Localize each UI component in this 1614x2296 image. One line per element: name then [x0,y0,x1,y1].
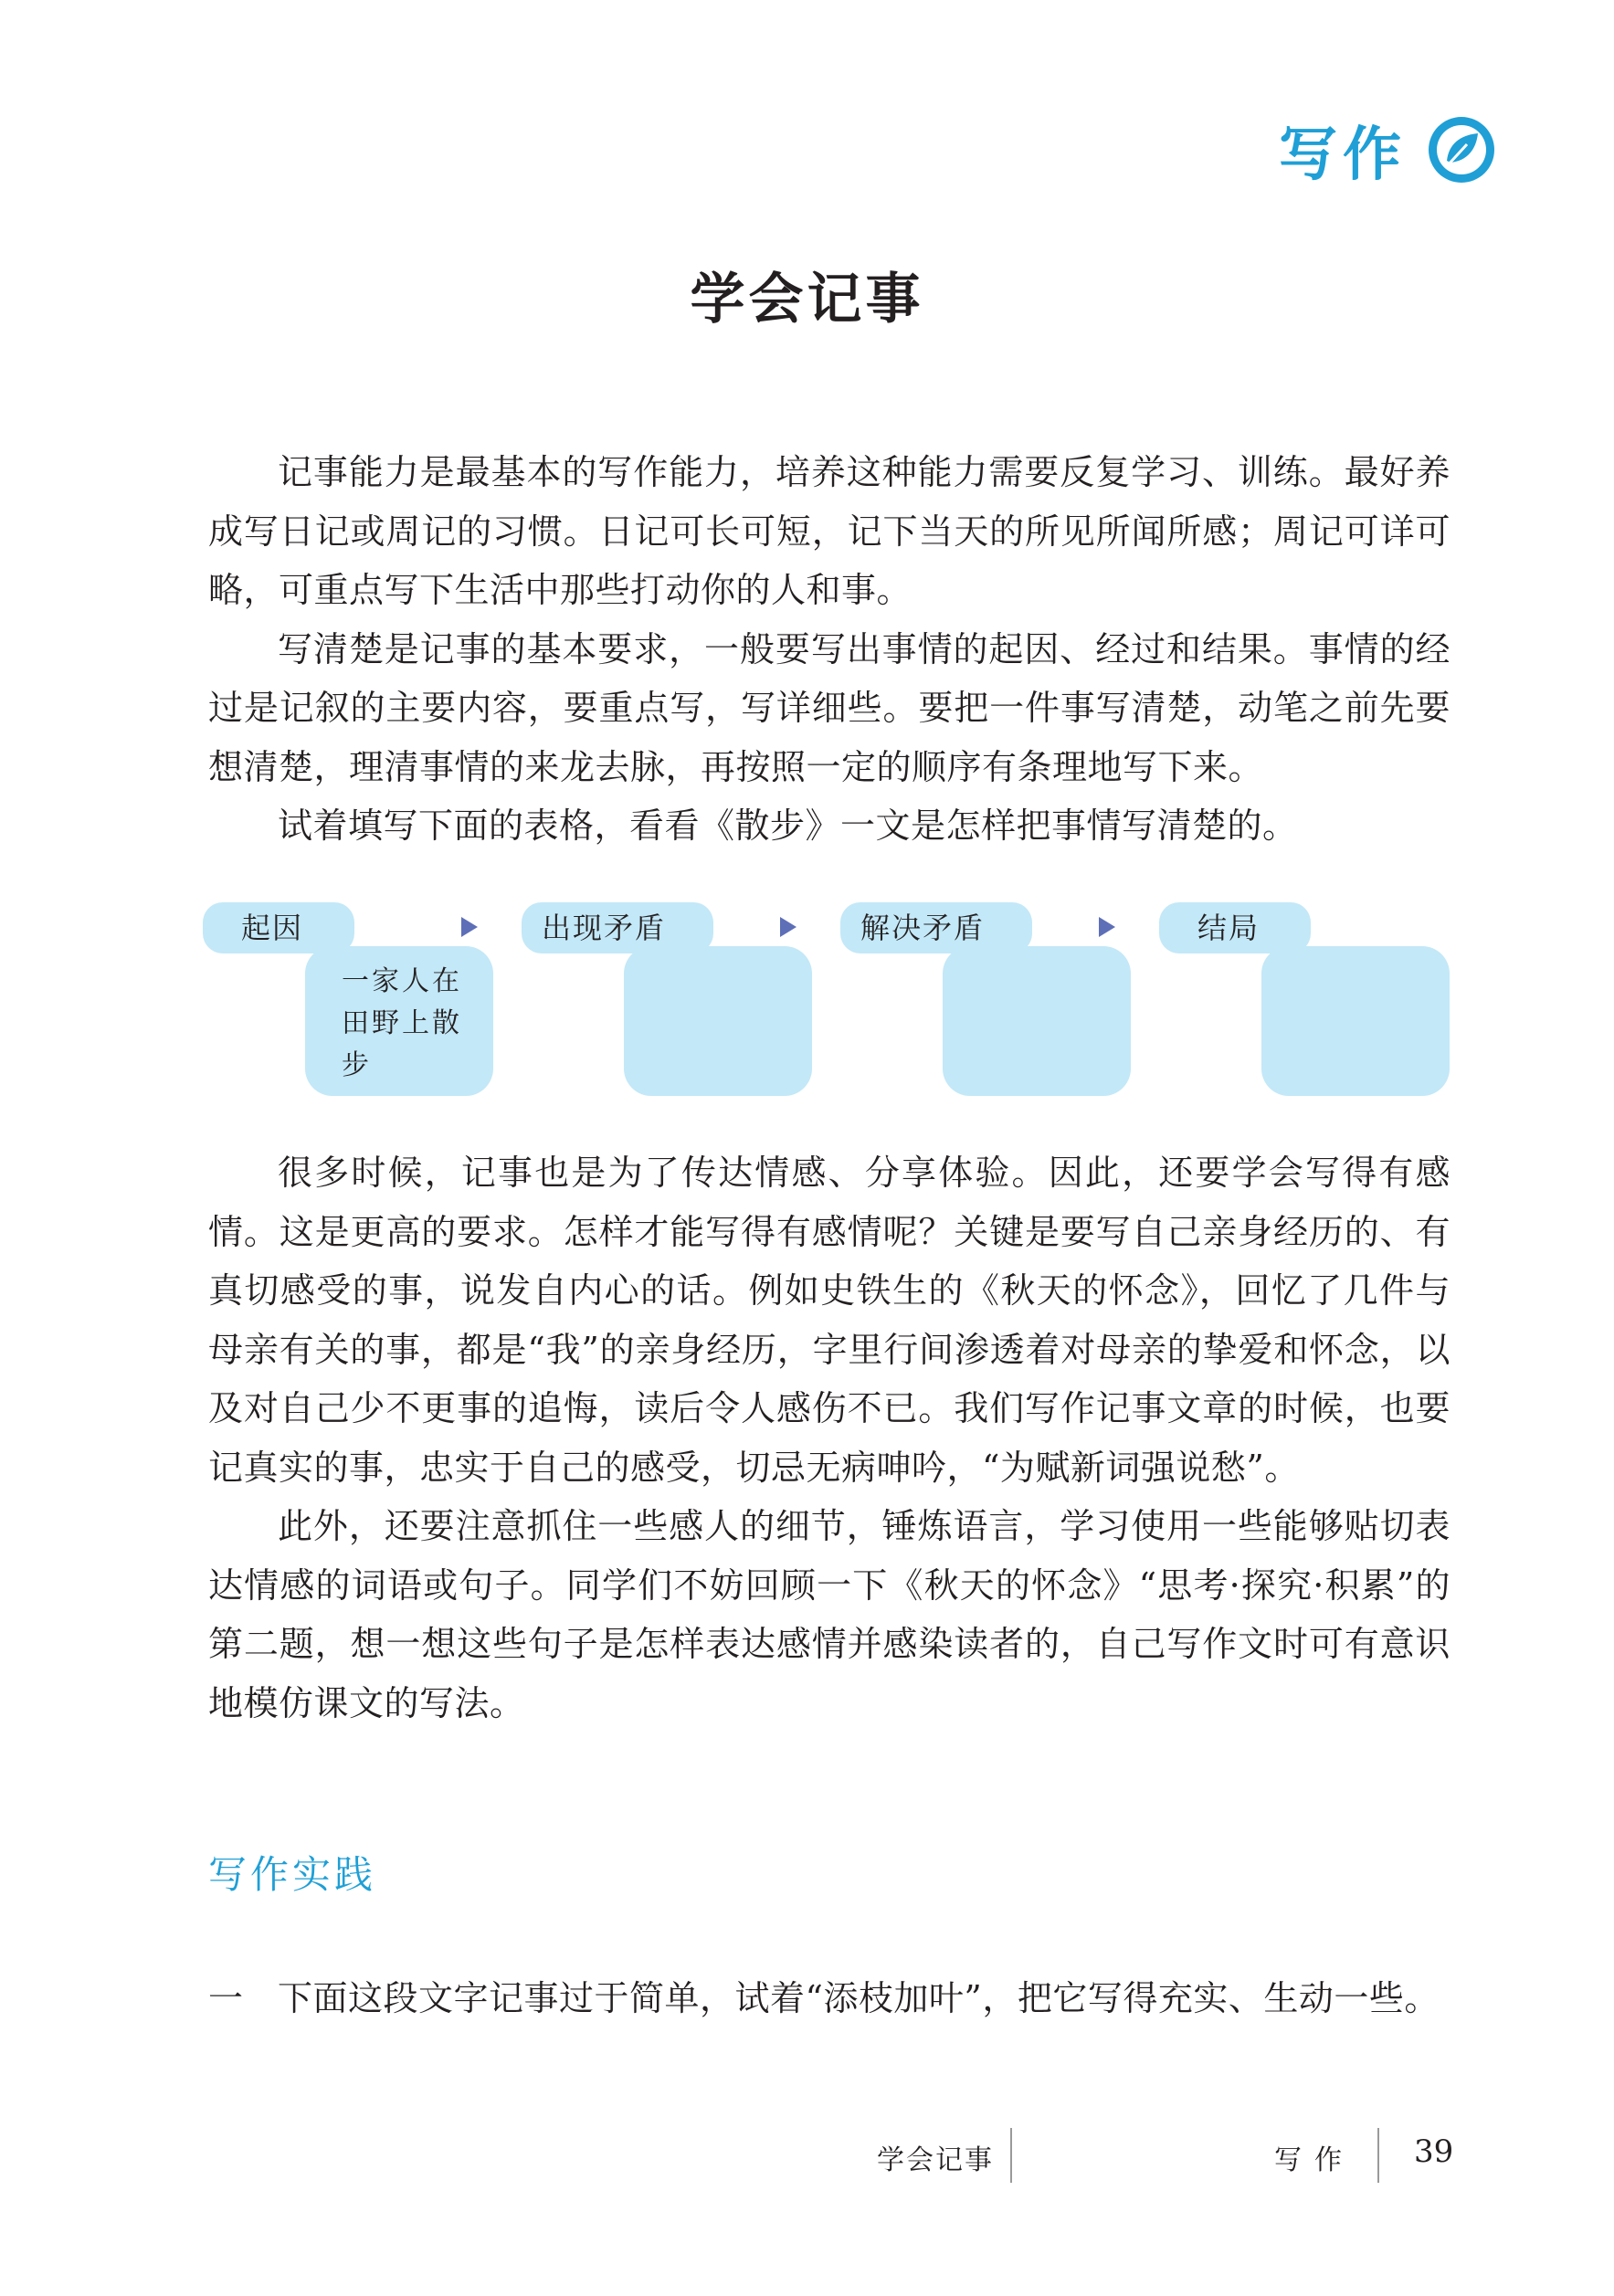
unit-header [1279,108,1498,192]
unit-label: 写作 [1279,121,1407,189]
footer-section-title: 学会记事 [877,2144,994,2176]
page-footer [0,2133,1614,2192]
story-sequence-diagram [203,902,1454,1096]
step-label-conflict: 出现矛盾 [522,902,713,953]
step-label-outcome: 结局 [1159,902,1311,953]
arrow-right-icon [780,917,796,937]
arrow-right-icon [1099,917,1115,937]
paragraph: 此外，还要注意抓住一些感人的细节，锤炼语言，学习使用一些能够贴切表达情感的词语或句子。同学们不妨回顾一下《秋天的怀念》“思考·探究·积累”的第二题，想一想这些句子是怎样表达感情并感染读者的，自己写作文时可有意识地模仿课文的写法。 [208,1506,1450,1723]
footer-unit-label: 写作 [1274,2144,1355,2176]
footer-divider [1377,2128,1379,2183]
paragraph: 很多时候，记事也是为了传达情感、分享体验。因此，还要学会写得有感情。这是更高的要求。怎样才能写得有感情呢？关键是要写自己亲身经历的、有真切感受的事，说发自内心的话。例如史铁生的《秋天的怀念》，回忆了几件与母亲有关的事，都是“我”的亲身经历，字里行间渗透着对母亲的挚爱和怀念，以及对自己少不更事的追悔，读后令人感伤不已。我们写作记事文章的时候，也要记真实的事，忠实于自己的感受，切忌无病呻吟，“为赋新词强说愁”。 [208,1153,1450,1488]
page-title: 学会记事 [690,268,924,332]
emotion-section [208,1143,1450,1733]
leaf-circle-icon [1425,113,1498,186]
practice-heading: 写作实践 [208,1852,377,1897]
step-box-outcome [1261,946,1450,1096]
step-box-cause [305,946,493,1096]
step-label-resolution: 解决矛盾 [840,902,1032,953]
page-number: 39 [1414,2133,1454,2170]
arrow-right-icon [461,917,478,937]
footer-divider [1010,2128,1012,2183]
step-box-resolution [943,946,1131,1096]
exercise-number: 一 [208,1978,244,2018]
exercise-item [208,1969,1460,2027]
step-box-conflict [624,946,812,1096]
step-content: 一家人在田野上散步 [342,965,462,1081]
paragraph: 试着填写下面的表格，看看《散步》一文是怎样把事情写清楚的。 [278,806,1298,846]
paragraph: 写清楚是记事的基本要求，一般要写出事情的起因、经过和结果。事情的经过是记叙的主要内容，要重点写，写详细些。要把一件事写清楚，动笔之前先要想清楚，理清事情的来龙去脉，再按照一定的顺序有条理地写下来。 [208,628,1450,787]
paragraph: 记事能力是最基本的写作能力，培养这种能力需要反复学习、训练。最好养成写日记或周记的习惯。日记可长可短，记下当天的所见所闻所感；周记可详可略，可重点写下生活中那些打动你的人和事。 [208,452,1450,610]
step-label-cause: 起因 [203,902,354,953]
intro-section [208,443,1450,856]
exercise-text: 下面这段文字记事过于简单，试着“添枝加叶”，把它写得充实、生动一些。 [278,1978,1440,2018]
